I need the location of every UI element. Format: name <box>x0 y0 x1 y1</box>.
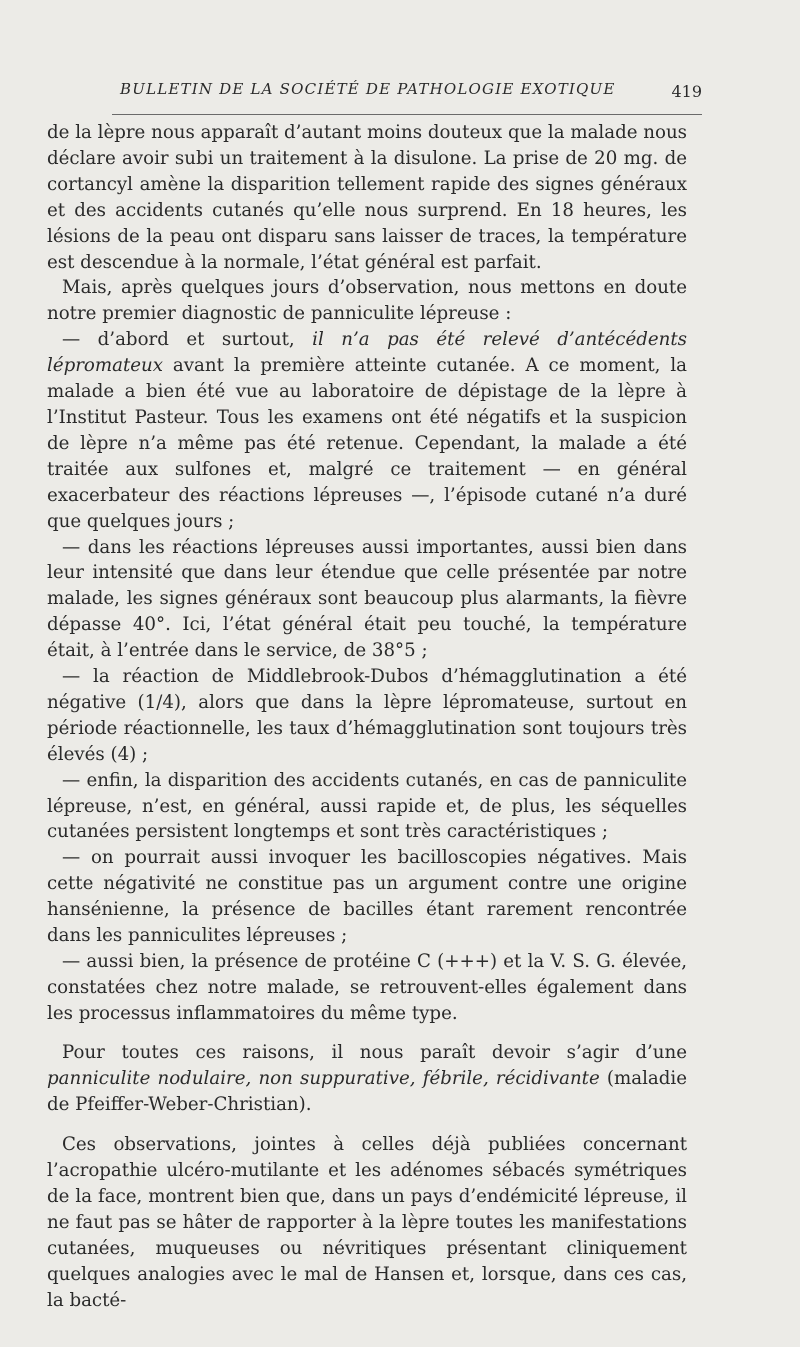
text-run: (maladie de Pfeiffer-Weber-Christian). <box>47 1067 687 1115</box>
italic-emphasis: il n’a pas été relevé d’antécédents lépromateux <box>47 329 687 377</box>
text-run: — d’abord et surtout, <box>62 329 313 351</box>
paragraph: de la lèpre nous apparaît d’autant moins douteux que la malade nous déclare avoir subi un traitement à la disulone. La prise de 20 mg. de cortancyl amène la disparition tellement rapide des signes généraux et des accidents cutanés qu’elle nous surprend. En 18 heures, les lésions de la peau ont disparu sans laisser de traces, la température est descendue à la normale, l’état général est parfait. <box>47 122 687 273</box>
page-number: 419 <box>671 82 702 101</box>
italic-emphasis: panniculite nodulaire, non suppurative, fébrile, récidivante <box>47 1067 600 1089</box>
text-run: avant la première atteinte cutanée. A ce moment, la malade a bien été vue au laboratoire de dépistage de la lèpre à l’Institut Pasteur. Tous les examens ont été négatifs et la suspicion de lèpre n’a même pas été retenue. Cependant, la malade a été traitée aux sulfones et, malgré ce traitement — en général exacerbateur des réactions lépreuses —, l’épisode cutané n’a duré que quelques jours ; <box>47 355 687 532</box>
paragraph: — enfin, la disparition des accidents cutanés, en cas de panniculite lépreuse, n’est, en général, aussi rapide et, de plus, les séquelles cutanées persistent longtemps et sont très caractéristiques ; <box>47 769 687 843</box>
paragraph: — dans les réactions lépreuses aussi importantes, aussi bien dans leur intensité que dans leur étendue que celle présentée par notre malade, les signes généraux sont beaucoup plus alarmants, la fièvre dépasse 40°. Ici, l’état général était peu touché, la température était, à l’entrée dans le service, de 38°5 ; <box>47 536 687 662</box>
paragraph: — on pourrait aussi invoquer les bacilloscopies négatives. Mais cette négativité ne constitue pas un argument contre une origine hansénienne, la présence de bacilles étant rarement rencontrée dans les panniculites lépreuses ; <box>47 847 687 947</box>
body-text <box>47 120 687 1314</box>
running-header <box>112 80 702 115</box>
paragraph: Ces observations, jointes à celles déjà publiées concernant l’acropathie ulcéro-mutilante et les adénomes sébacés symétriques de la face, montrent bien que, dans un pays d’endémicité lépreuse, il ne faut pas se hâter de rapporter à la lèpre toutes les manifestations cutanées, muqueuses ou névritiques présentant cliniquement quelques analogies avec le mal de Hansen et, lorsque, dans ces cas, la bacté- <box>47 1134 687 1311</box>
paragraph <box>47 327 687 534</box>
paragraph: — la réaction de Middlebrook-Dubos d’hémagglutination a été négative (1/4), alors que dans la lèpre lépromateuse, surtout en période réactionnelle, les taux d’hémagglutination sont toujours très élevés (4) ; <box>47 666 687 765</box>
paragraph: — aussi bien, la présence de protéine C (+++) et la V. S. G. élevée, constatées chez notre malade, se retrouvent-elles également dans les processus inflammatoires du même type. <box>47 951 687 1024</box>
paragraph: Mais, après quelques jours d’observation, nous mettons en doute notre premier diagnostic de panniculite lépreuse : <box>47 277 687 325</box>
journal-title: BULLETIN DE LA SOCIÉTÉ DE PATHOLOGIE EXOTIQUE <box>120 80 616 98</box>
paragraph <box>47 1040 687 1118</box>
text-run: Pour toutes ces raisons, il nous paraît devoir s’agir d’une <box>62 1041 687 1063</box>
